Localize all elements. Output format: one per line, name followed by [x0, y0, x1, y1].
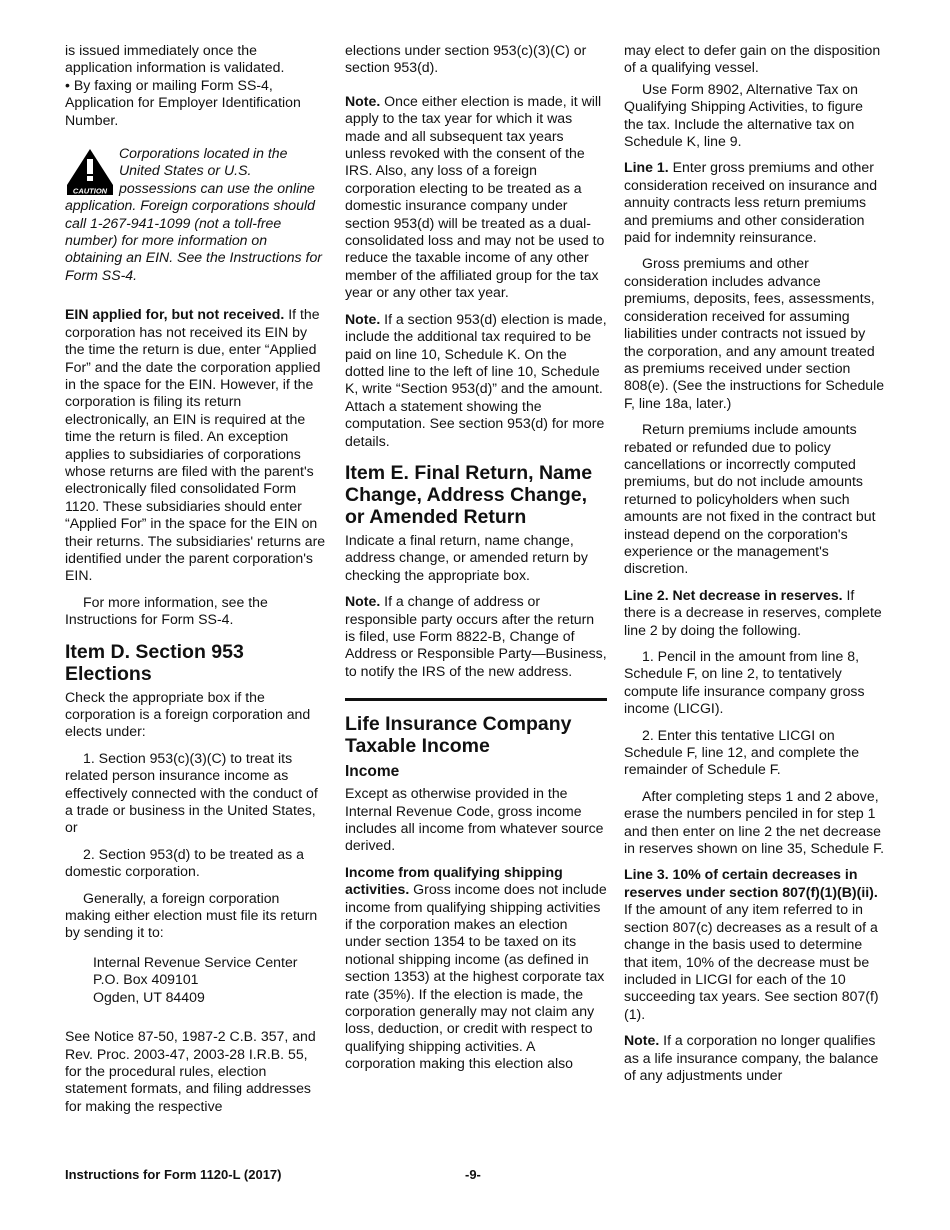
address-line: Internal Revenue Service Center	[93, 953, 298, 970]
note-label: Note.	[345, 593, 381, 610]
column-3	[624, 42, 886, 1093]
note-body: If a corporation no longer qualifies as a life insurance company, the balance of any adjustments under	[624, 1032, 879, 1083]
note-body: Once either election is made, it will apply to the tax year for which it was made and all subsequent tax years unless revoked with the consent of the IRS. Also, any loss of a foreign corporation electing to be treated as a domestic insurance company under section 953(d) will be treated as a dual-consolidated loss and may not be used to reduce the taxable income of any other member of the affiliated group for the tax year or any other tax year.	[345, 92, 605, 301]
paragraph: After completing steps 1 and 2 above, erase the numbers penciled in for step 1 and then enter on line 2 the net decrease in reserves shown on line 35, Schedule F.	[624, 787, 885, 857]
paragraph: Return premiums include amounts rebated or refunded due to policy cancellations or incorrectly computed premiums, but do not include amounts returned to policyholders when such amounts are not fixed in the contract but instead depend on the corporation's experience or the management's discretion.	[624, 421, 876, 577]
caution-block	[65, 145, 327, 284]
paragraph: may elect to defer gain on the disposition of a qualifying vessel.	[624, 42, 881, 76]
mailing-address	[93, 954, 327, 1006]
paragraph-shipping	[345, 864, 607, 1073]
paragraph-body: Enter gross premiums and other consideration received on insurance and annuity contracts less return premiums and premiums and other consideration paid for indemnity reinsurance.	[624, 159, 878, 246]
run-in-heading: EIN applied for, but not received.	[65, 306, 285, 323]
paragraph: Indicate a final return, name change, address change, or amended return by checking the appropriate box.	[345, 531, 588, 583]
paragraph-body: If the amount of any item referred to in section 807(c) decreases as a result of a change in the basis used to determine that item, 10% of the decrease must be included in LICGI for each of the 10 succeeding tax years. See section 807(f)(1).	[624, 901, 879, 1022]
paragraph: Use Form 8902, Alternative Tax on Qualifying Shipping Activities, to figure the tax. Include the alternative tax on Schedule K, line 9.	[624, 80, 863, 150]
paragraph-body: If the corporation has not received its EIN by the time the return is due, enter “Applied For” and the date the corporation applied in the space for the EIN. However, if the corporation is filing its return electronically, an EIN is required at the time the return is filed. An exception applies to subsidiaries of corporations whose returns are filed with the parent's electronically filed consolidated Form 1120. These subsidiaries should enter “Applied For” in the space for the EIN on their returns. The subsidiaries' returns are identified under the parent corporation's EIN.	[65, 306, 326, 584]
run-in-heading: Line 1.	[624, 159, 669, 176]
subsection-heading: Income	[345, 763, 400, 781]
section-rule	[345, 698, 607, 701]
section-heading: Life Insurance Company Taxable Income	[345, 713, 572, 758]
paragraph-body: Gross income does not include income from qualifying shipping activities if the corporation makes an election under section 1354 to be taxed on its notional shipping income (as defined in section 1353) at the highest corporate tax rate (35%). If the election is made, the corporation generally may not claim any loss, deduction, or credit with respect to qualifying shipping activities. A corporation making this election also	[345, 881, 607, 1072]
footer-form-title: Instructions for Form 1120-L (2017)	[65, 1167, 282, 1182]
paragraph-line3	[624, 866, 886, 1023]
caution-icon	[65, 147, 115, 195]
paragraph: For more information, see the Instructions for Form SS-4.	[65, 593, 268, 628]
note-label: Note.	[345, 92, 381, 109]
run-in-heading: Line 3. 10% of certain decreases in reserves under section 807(f)(1)(B)(ii).	[624, 866, 878, 900]
paragraph: Check the appropriate box if the corporation is a foreign corporation and elects under:	[65, 688, 311, 740]
note-paragraph	[624, 1032, 886, 1084]
list-item: 2. Enter this tentative LICGI on Schedule F, line 12, and complete the remainder of Schedule F.	[624, 726, 860, 778]
column-1	[65, 42, 327, 1124]
list-item: 2. Section 953(d) to be treated as a domestic corporation.	[65, 845, 304, 880]
run-in-heading: Line 2. Net decrease in reserves.	[624, 586, 843, 603]
address-line: P.O. Box 409101	[93, 971, 199, 988]
paragraph: See Notice 87-50, 1987-2 C.B. 357, and Rev. Proc. 2003-47, 2003-28 I.R.B. 55, for the procedural rules, election statement formats, and filing addresses for making the respective	[65, 1028, 316, 1114]
run-in-heading: Income from qualifying shipping activities.	[345, 863, 563, 898]
paragraph-body: If there is a decrease in reserves, complete line 2 by doing the following.	[624, 586, 882, 638]
section-heading: Item E. Final Return, Name Change, Address Change, or Amended Return	[345, 461, 593, 528]
caution-text: Corporations located in the United States or U.S. possessions can use the online application. Foreign corporations should call 1-267-941-1099 (not a toll-free number) for more information on obtaining an EIN. See the Instructions for Form SS-4.	[65, 145, 322, 283]
address-line: Ogden, UT 84409	[93, 988, 205, 1005]
list-item: 1. Pencil in the amount from line 8, Schedule F, on line 2, to tentatively compute life insurance company gross income (LICGI).	[624, 648, 865, 717]
paragraph-line1	[624, 159, 886, 246]
bullet-item: • By faxing or mailing Form SS-4, Application for Employer Identification Number.	[65, 76, 301, 128]
caution-label: CAUTION	[72, 186, 108, 196]
paragraph: Gross premiums and other consideration includes advance premiums, deposits, fees, assessments, consideration received for assuming liabilities under contracts not issued by the corporation, and any amount treated as premiums received under section 808(e). (See the instructions for Schedule F, line 18a, later.)	[624, 255, 885, 411]
paragraph-ein	[65, 306, 327, 585]
column-2	[345, 42, 607, 1082]
note-paragraph	[345, 93, 607, 302]
note-body: If a change of address or responsible party occurs after the return is filed, use Form 8822-B, Change of Address or Responsible Party—Business, to notify the IRS of the new address.	[345, 593, 607, 679]
paragraph: elections under section 953(c)(3)(C) or section 953(d).	[345, 42, 587, 76]
paragraph: Generally, a foreign corporation making either election must file its return by sending it to:	[65, 889, 318, 941]
paragraph: Except as otherwise provided in the Internal Revenue Code, gross income includes all income from whatever source derived.	[345, 785, 604, 854]
list-item: 1. Section 953(c)(3)(C) to treat its related person insurance income as effectively connected with the conduct of a trade or business in the United States, or	[65, 749, 318, 836]
paragraph: is issued immediately once the application information is validated.	[65, 42, 285, 76]
note-body: If a section 953(d) election is made, include the additional tax required to be paid on line 10, Schedule K. On the dotted line to the left of line 10, Schedule K, write “Section 953(d)” and the amount. Attach a statement showing the computation. See section 953(d) for more details.	[345, 310, 607, 449]
note-paragraph	[345, 311, 607, 450]
note-label: Note.	[345, 310, 381, 327]
footer-page-number: -9-	[465, 1167, 481, 1182]
note-label: Note.	[624, 1032, 660, 1049]
section-heading: Item D. Section 953 Elections	[65, 640, 244, 685]
paragraph-line2	[624, 587, 886, 639]
note-paragraph	[345, 593, 607, 680]
